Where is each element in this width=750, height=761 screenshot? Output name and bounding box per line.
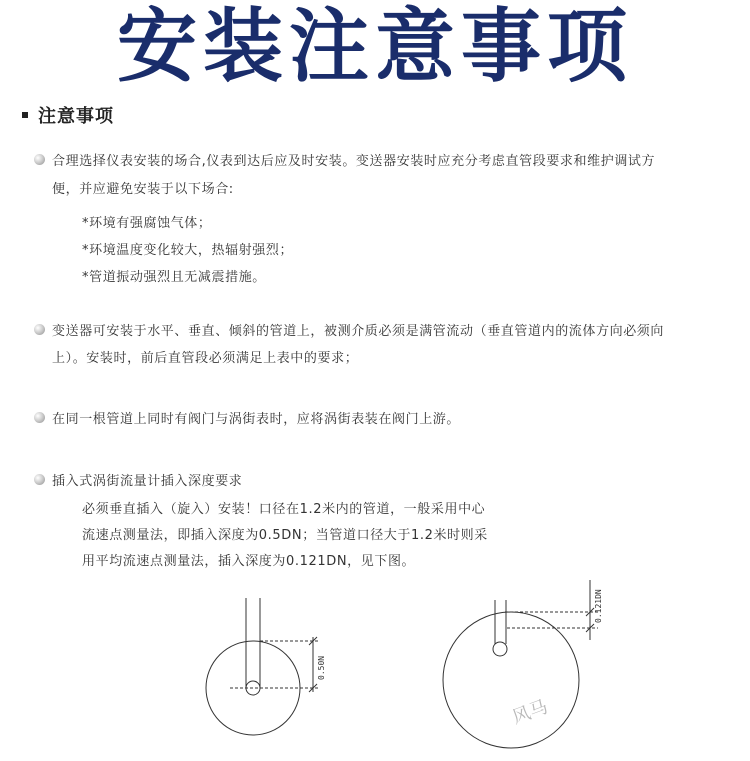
pipe-circle <box>443 612 579 748</box>
sub-item: *环境温度变化较大，热辐射强烈； <box>82 243 294 258</box>
sub-item: *环境有强腐蚀气体； <box>82 216 212 231</box>
item-line: 插入式涡街流量计插入深度要求 <box>52 474 243 489</box>
sub-item: 必须垂直插入（旋入）安装！口径在1.2米内的管道，一般采用中心 <box>82 502 486 517</box>
sensor-tip <box>493 642 507 656</box>
item-line: 合理选择仪表安装的场合,仪表到达后应及时安装。变送器安装时应充分考虑直管段要求和维护调试方 <box>52 154 656 169</box>
watermark: 风马 <box>509 696 551 729</box>
dimension-label: 0.50N <box>317 655 326 680</box>
section-title: 注意事项 <box>38 106 114 127</box>
page-title: 安装注意事项 <box>117 0 633 93</box>
item-line: 在同一根管道上同时有阀门与涡街表时，应将涡街表装在阀门上游。 <box>52 412 461 427</box>
dimension-label: 0.121DN <box>594 589 603 623</box>
item-line: 变送器可安装于水平、垂直、倾斜的管道上，被测介质必须是满管流动（垂直管道内的流体方向必须向 <box>52 324 665 339</box>
sub-item: *管道振动强烈且无减震措施。 <box>82 270 266 285</box>
sub-item: 流速点测量法，即插入深度为0.5DN；当管道口径大于1.2米时则采 <box>82 528 488 543</box>
item-line: 上）。安装时，前后直管段必须满足上表中的要求； <box>52 351 359 366</box>
center-point-diagram <box>206 598 326 735</box>
sub-item: 用平均流速点测量法，插入深度为0.121DN，见下图。 <box>82 554 416 569</box>
item-line: 便，并应避免安装于以下场合: <box>52 182 234 197</box>
